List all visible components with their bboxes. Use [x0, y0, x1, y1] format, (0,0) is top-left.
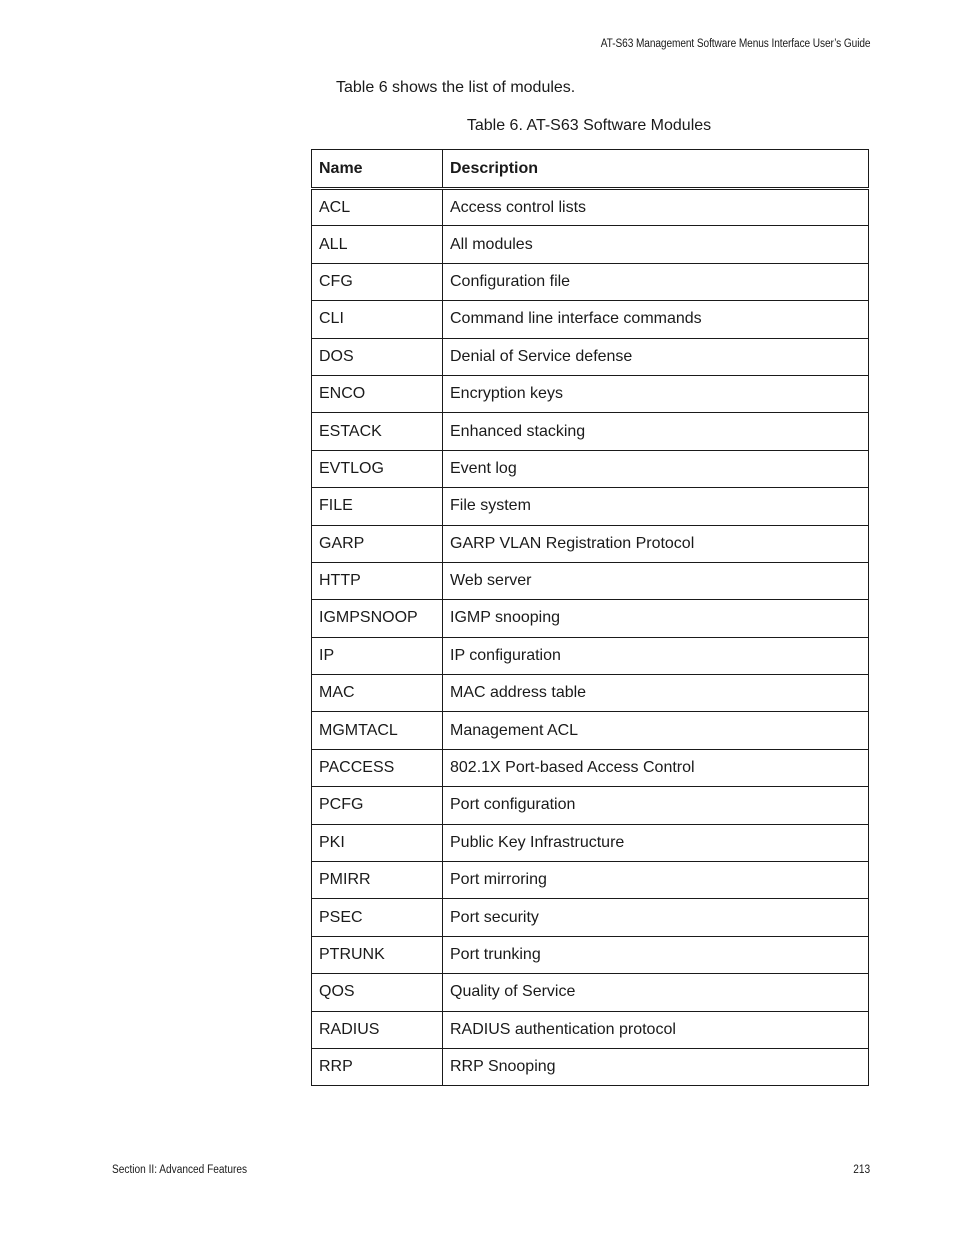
module-name-cell: DOS [312, 338, 443, 375]
running-header: AT-S63 Management Software Menus Interface User’s Guide [600, 38, 870, 50]
module-name-cell: PKI [312, 824, 443, 861]
module-description-cell: Port security [443, 899, 869, 936]
module-description-cell: IGMP snooping [443, 600, 869, 637]
module-description-cell: All modules [443, 226, 869, 263]
table-row [312, 413, 869, 450]
module-name-cell: EVTLOG [312, 450, 443, 487]
module-description-cell: Denial of Service defense [443, 338, 869, 375]
table-row [312, 338, 869, 375]
table-row [312, 301, 869, 338]
module-description-cell: File system [443, 488, 869, 525]
footer-section: Section II: Advanced Features [112, 1164, 248, 1176]
table-row [312, 263, 869, 300]
module-description-cell: Command line interface commands [443, 301, 869, 338]
module-description-cell: Port trunking [443, 936, 869, 973]
table-row [312, 1048, 869, 1085]
module-name-cell: CFG [312, 263, 443, 300]
module-name-cell: CLI [312, 301, 443, 338]
module-name-cell: RADIUS [312, 1011, 443, 1048]
table-row [312, 787, 869, 824]
table-row [312, 974, 869, 1011]
module-name-cell: GARP [312, 525, 443, 562]
module-description-cell: Configuration file [443, 263, 869, 300]
module-name-cell: PACCESS [312, 749, 443, 786]
module-description-cell: RRP Snooping [443, 1048, 869, 1085]
table-row [312, 562, 869, 599]
table-row [312, 525, 869, 562]
table-row [312, 450, 869, 487]
module-name-cell: MAC [312, 675, 443, 712]
module-description-cell: MAC address table [443, 675, 869, 712]
module-description-cell: RADIUS authentication protocol [443, 1011, 869, 1048]
module-name-cell: FILE [312, 488, 443, 525]
module-name-cell: ENCO [312, 375, 443, 412]
module-description-cell: Public Key Infrastructure [443, 824, 869, 861]
module-description-cell: GARP VLAN Registration Protocol [443, 525, 869, 562]
table-caption: Table 6. AT-S63 Software Modules [466, 117, 712, 134]
module-description-cell: Quality of Service [443, 974, 869, 1011]
table-row [312, 712, 869, 749]
module-name-cell: PTRUNK [312, 936, 443, 973]
table-row [312, 675, 869, 712]
module-name-cell: ESTACK [312, 413, 443, 450]
modules-table-container [311, 149, 868, 1086]
module-name-cell: PSEC [312, 899, 443, 936]
module-name-cell: IP [312, 637, 443, 674]
table-row [312, 1011, 869, 1048]
table-row [312, 637, 869, 674]
module-name-cell: RRP [312, 1048, 443, 1085]
table-row [312, 488, 869, 525]
table-header-row [312, 150, 869, 189]
modules-table [311, 149, 869, 1086]
column-header-name: Name [312, 150, 443, 189]
module-description-cell: Port mirroring [443, 862, 869, 899]
module-name-cell: ALL [312, 226, 443, 263]
module-description-cell: Event log [443, 450, 869, 487]
module-name-cell: PCFG [312, 787, 443, 824]
module-name-cell: HTTP [312, 562, 443, 599]
table-row [312, 899, 869, 936]
intro-paragraph: Table 6 shows the list of modules. [336, 79, 576, 96]
module-name-cell: IGMPSNOOP [312, 600, 443, 637]
module-description-cell: Access control lists [443, 189, 869, 226]
module-description-cell: IP configuration [443, 637, 869, 674]
table-row [312, 226, 869, 263]
module-name-cell: QOS [312, 974, 443, 1011]
table-body [312, 189, 869, 1086]
table-row [312, 375, 869, 412]
table-row [312, 189, 869, 226]
module-description-cell: Encryption keys [443, 375, 869, 412]
page-number: 213 [853, 1164, 870, 1176]
module-name-cell: PMIRR [312, 862, 443, 899]
column-header-description: Description [443, 150, 869, 189]
module-description-cell: Enhanced stacking [443, 413, 869, 450]
module-name-cell: ACL [312, 189, 443, 226]
module-description-cell: 802.1X Port-based Access Control [443, 749, 869, 786]
module-name-cell: MGMTACL [312, 712, 443, 749]
table-row [312, 749, 869, 786]
module-description-cell: Management ACL [443, 712, 869, 749]
table-row [312, 824, 869, 861]
module-description-cell: Web server [443, 562, 869, 599]
table-row [312, 862, 869, 899]
module-description-cell: Port configuration [443, 787, 869, 824]
table-row [312, 600, 869, 637]
table-row [312, 936, 869, 973]
